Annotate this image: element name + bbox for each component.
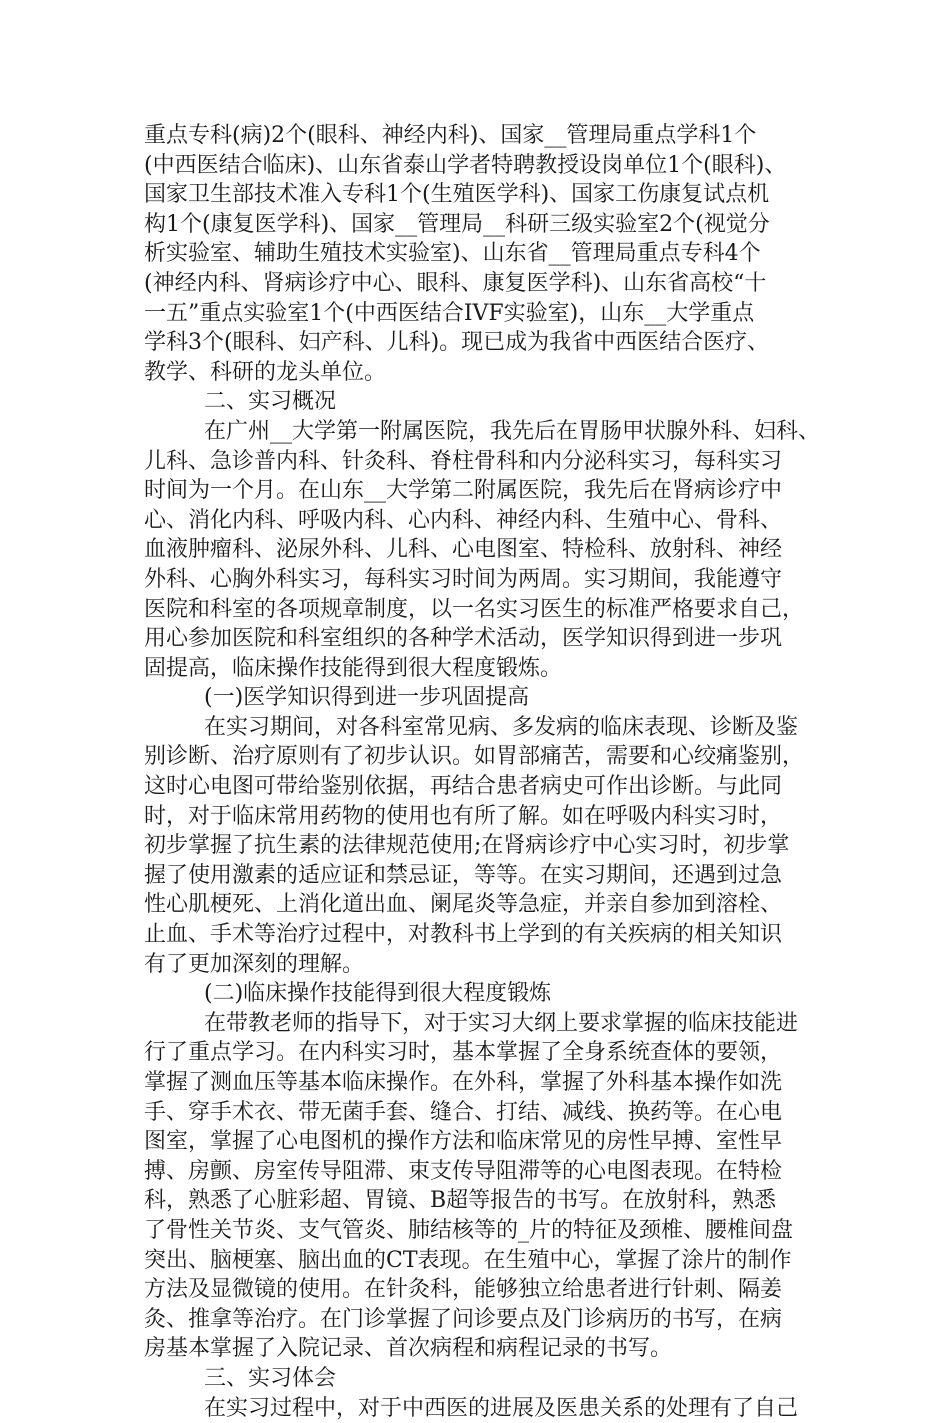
text-line: 握了使用激素的适应证和禁忌证，等等。在实习期间，还遇到过急 [144, 862, 783, 888]
text-line: 止血、手术等治疗过程中，对教科书上学到的有关疾病的相关知识 [144, 922, 783, 948]
text-line: 别诊断、治疗原则有了初步认识。如胃部痛苦，需要和心绞痛鉴别， [144, 744, 805, 770]
text-line: (中西医结合临床)、山东省泰山学者特聘教授设岗单位1个(眼科)、 [144, 152, 787, 178]
text-line: 掌握了测血压等基本临床操作。在外科，掌握了外科基本操作如洗 [144, 1070, 783, 1095]
text-line: 在实习期间，对各科室常见病、多发病的临床表现、诊断及鉴 [204, 714, 799, 740]
text-line: 灸、推拿等治疗。在门诊掌握了问诊要点及门诊病历的书写，在病 [144, 1306, 783, 1332]
text-line: (二)临床操作技能得到很大程度锻炼 [204, 981, 552, 1007]
text-line: 国家卫生部技术准入专科1个(生殖医学科)、国家工伤康复试点机 [144, 182, 770, 208]
text-line: 医院和科室的各项规章制度，以一名实习医生的标准严格要求自己， [144, 596, 805, 622]
text-line: 图室，掌握了心电图机的操作方法和临床常见的房性早搏、室性早 [144, 1129, 783, 1155]
text-line: 儿科、急诊普内科、针灸科、脊柱骨科和内分泌科实习，每科实习 [144, 448, 783, 474]
text-line: 在实习过程中，对于中西医的进展及医患关系的处理有了自己 [204, 1395, 799, 1421]
text-line: 外科、心胸外科实习，每科实习时间为两周。实习期间，我能遵守 [144, 566, 783, 592]
text-line: 了骨性关节炎、支气管炎、肺结核等的_片的特征及颈椎、腰椎间盘 [144, 1217, 794, 1243]
text-line: 析实验室、辅助生殖技术实验室)、山东省__管理局重点专科4个 [144, 241, 761, 267]
text-line: 时，对于临床常用药物的使用也有所了解。如在呼吸内科实习时， [144, 803, 783, 829]
text-line: 科，熟悉了心脏彩超、胃镜、B超等报告的书写。在放射科，熟悉 [144, 1188, 777, 1214]
text-line: 用心参加医院和科室组织的各种学术活动，医学知识得到进一步巩 [144, 626, 783, 652]
text-line: 行了重点学习。在内科实习时，基本掌握了全身系统查体的要领， [144, 1040, 783, 1066]
text-line: 二、实习概况 [204, 389, 337, 415]
text-line: 初步掌握了抗生素的法律规范使用;在肾病诊疗中心实习时，初步掌 [144, 833, 790, 859]
text-line: 在带教老师的指导下，对于实习大纲上要求掌握的临床技能进 [204, 1010, 799, 1036]
text-line: 有了更加深刻的理解。 [144, 951, 365, 977]
document-body [144, 121, 821, 1423]
text-line: 心、消化内科、呼吸内科、心内科、神经内科、生殖中心、骨科、 [144, 507, 783, 533]
text-line: 这时心电图可带给鉴别依据，再结合患者病史可作出诊断。与此同 [144, 774, 783, 800]
text-line: 三、实习体会 [204, 1365, 337, 1391]
text-line: 突出、脑梗塞、脑出血的CT表现。在生殖中心，掌握了涂片的制作 [144, 1247, 792, 1273]
text-line: 一五”重点实验室1个(中西医结合IVF实验室)，山东__大学重点 [144, 300, 755, 326]
text-line: 固提高，临床操作技能得到很大程度锻炼。 [144, 655, 563, 681]
text-line: 房基本掌握了入院记录、首次病程和病程记录的书写。 [144, 1336, 673, 1362]
text-line: (神经内科、肾病诊疗中心、眼科、康复医学科)、山东省高校“十 [144, 270, 767, 296]
text-line: 搏、房颤、房室传导阻滞、束支传导阻滞等的心电图表现。在特检 [144, 1158, 783, 1184]
text-line: 手、穿手术衣、带无菌手套、缝合、打结、减线、换药等。在心电 [144, 1099, 783, 1125]
text-line: (一)医学知识得到进一步巩固提高 [204, 685, 530, 711]
text-line: 在广州__大学第一附属医院，我先后在胃肠甲状腺外科、妇科、 [204, 418, 821, 444]
text-line: 方法及显微镜的使用。在针灸科，能够独立给患者进行针刺、隔姜 [144, 1277, 783, 1303]
text-line: 学科3个(眼科、妇产科、儿科)。现已成为我省中西医结合医疗、 [144, 330, 770, 356]
text-line: 时间为一个月。在山东__大学第二附属医院，我先后在肾病诊疗中 [144, 478, 783, 504]
text-line: 构1个(康复医学科)、国家__管理局__科研三级实验室2个(视觉分 [144, 211, 770, 237]
text-line: 教学、科研的龙头单位。 [144, 359, 387, 385]
text-line: 性心肌梗死、上消化道出血、阑尾炎等急症，并亲自参加到溶栓、 [144, 892, 783, 918]
text-line: 重点专科(病)2个(眼科、神经内科)、国家__管理局重点学科1个 [144, 123, 757, 148]
text-line: 血液肿瘤科、泌尿外科、儿科、心电图室、特检科、放射科、神经 [144, 537, 783, 563]
